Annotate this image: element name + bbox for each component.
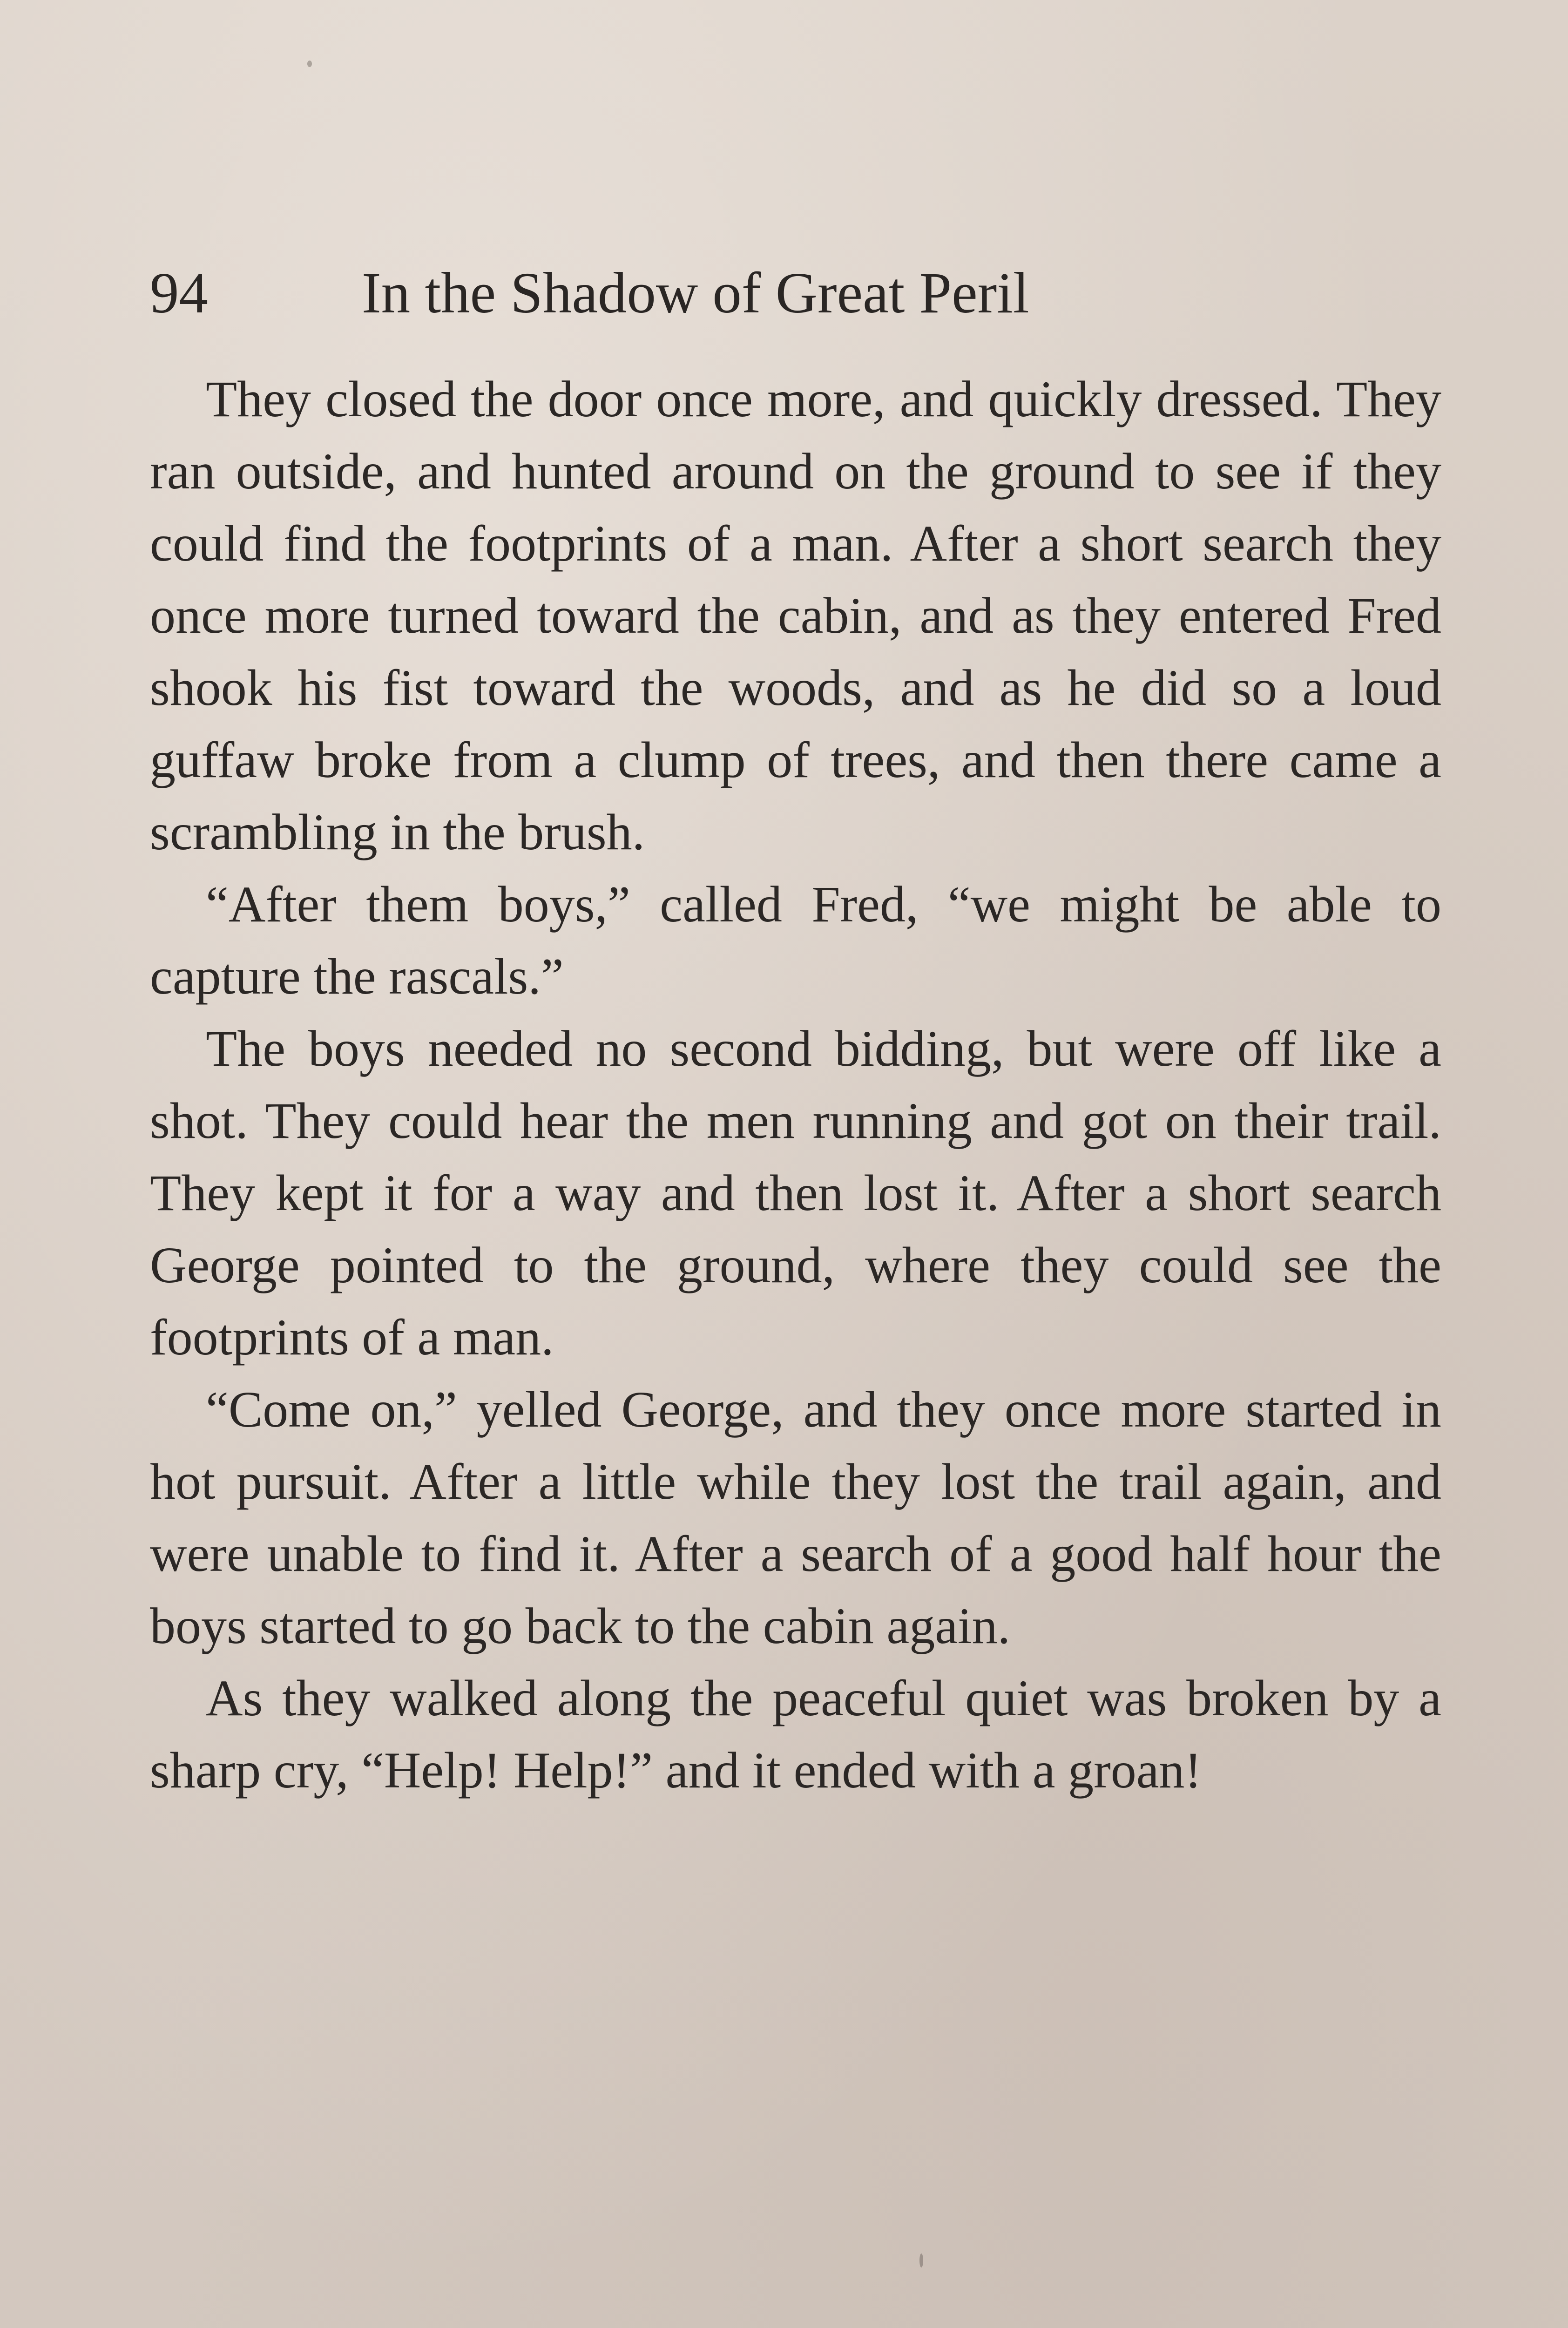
paper-fleck [307, 61, 312, 67]
paragraph-4: “Come on,” yelled George, and they once more started in hot pursuit. After a little while they lost the trail again, and were unable to find it. After a search of a good half hour the boys started to go back to the cabin again. [150, 1381, 1441, 1654]
paragraph-3: The boys needed no second bidding, but were off like a shot. They could hear the men running and got on their trail. They kept it for a way and then lost it. After a short search George pointed to the ground, where they could see the footprints of a man. [150, 1020, 1441, 1366]
running-head-title: In the Shadow of Great Peril [362, 261, 1029, 325]
paper-fleck [745, 484, 748, 488]
page-number: 94 [150, 261, 208, 325]
paragraph-1: They closed the door once more, and quickly dressed. They ran outside, and hunted around on the ground to see if they could find the footprints of a man. After a short search they once more turned toward the cabin, and as they entered Fred shook his fist toward the woods, and as he did so a loud guffaw broke from a clump of trees, and then there came a scrambling in the brush. [150, 371, 1441, 860]
paragraph-2: “After them boys,” called Fred, “we might be able to capture the rascals.” [150, 876, 1441, 1005]
paragraph-5: As they walked along the peaceful quiet was broken by a sharp cry, “Help! Help!” and it ended with a groan! [150, 1670, 1441, 1799]
paper-fleck [919, 2254, 923, 2267]
body-text [150, 363, 1441, 1807]
running-head [150, 254, 1453, 333]
